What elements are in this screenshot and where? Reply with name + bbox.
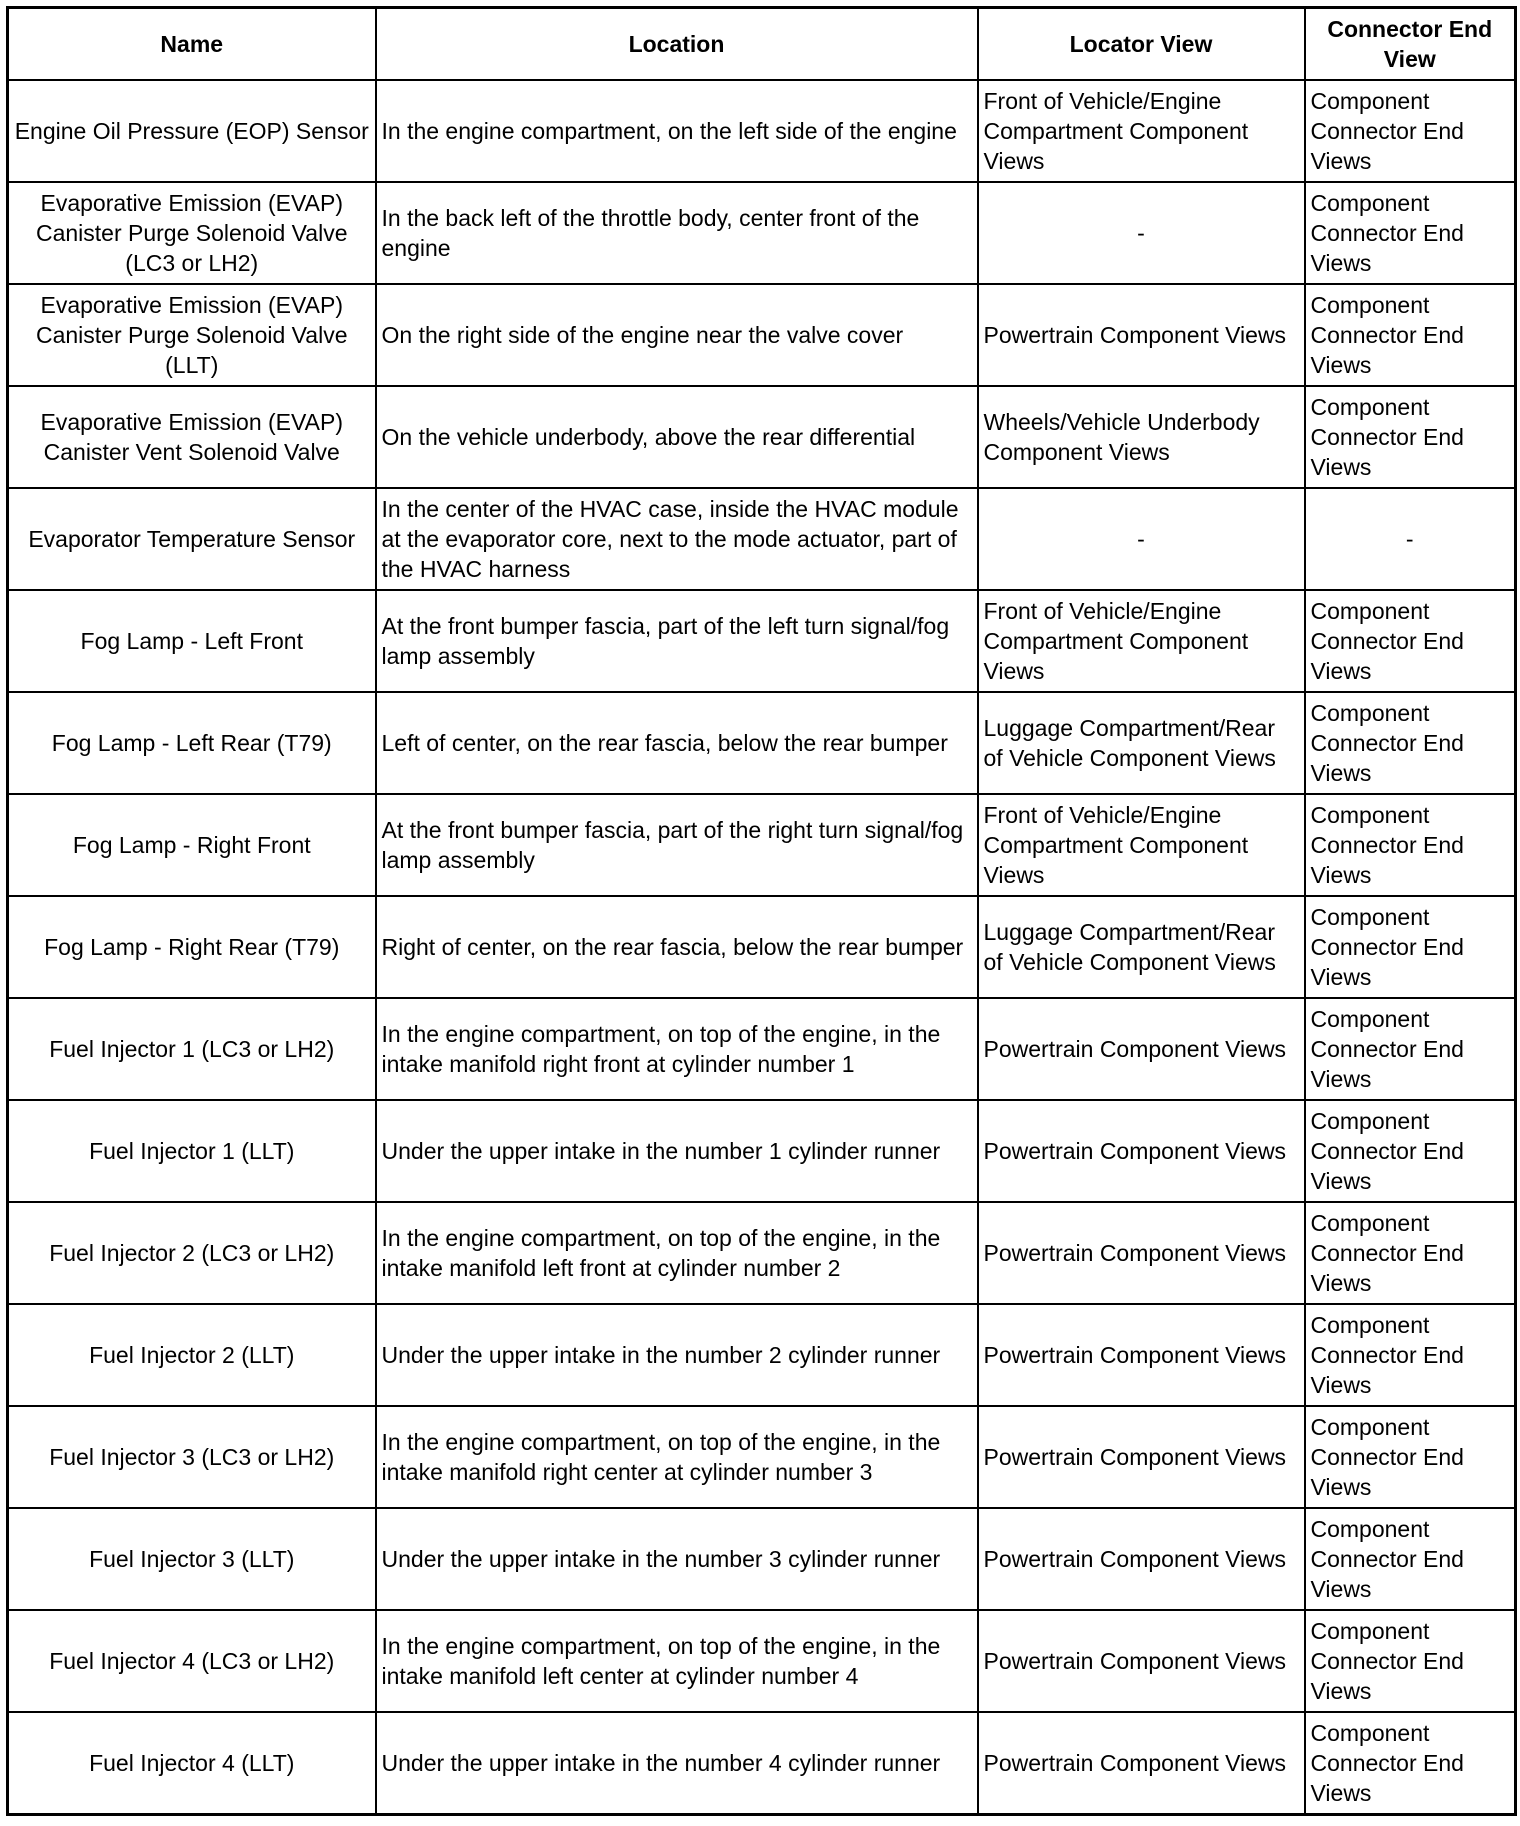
cell-locator-view: Powertrain Component Views xyxy=(978,1100,1305,1202)
table-row xyxy=(8,692,1516,794)
cell-connector-end-view: Component Connector End Views xyxy=(1305,1406,1516,1508)
cell-locator-view: Front of Vehicle/Engine Compartment Component Views xyxy=(978,80,1305,182)
cell-name: Fog Lamp - Right Rear (T79) xyxy=(8,896,376,998)
cell-location: On the vehicle underbody, above the rear differential xyxy=(376,386,978,488)
header-connector-end-view: Connector End View xyxy=(1305,8,1516,81)
cell-location: At the front bumper fascia, part of the right turn signal/fog lamp assembly xyxy=(376,794,978,896)
cell-connector-end-view: - xyxy=(1305,488,1516,590)
cell-locator-view: - xyxy=(978,182,1305,284)
cell-locator-view: Luggage Compartment/Rear of Vehicle Component Views xyxy=(978,692,1305,794)
header-locator-view: Locator View xyxy=(978,8,1305,81)
table-row xyxy=(8,1610,1516,1712)
cell-locator-view: Powertrain Component Views xyxy=(978,998,1305,1100)
cell-connector-end-view: Component Connector End Views xyxy=(1305,1712,1516,1815)
cell-name: Fog Lamp - Left Rear (T79) xyxy=(8,692,376,794)
cell-location: Right of center, on the rear fascia, below the rear bumper xyxy=(376,896,978,998)
cell-connector-end-view: Component Connector End Views xyxy=(1305,998,1516,1100)
cell-locator-view: Powertrain Component Views xyxy=(978,1202,1305,1304)
header-name: Name xyxy=(8,8,376,81)
cell-locator-view: Powertrain Component Views xyxy=(978,1508,1305,1610)
cell-connector-end-view: Component Connector End Views xyxy=(1305,692,1516,794)
cell-location: In the engine compartment, on top of the engine, in the intake manifold right front at cylinder number 1 xyxy=(376,998,978,1100)
table-body xyxy=(8,80,1516,1815)
cell-name: Evaporative Emission (EVAP) Canister Purge Solenoid Valve (LC3 or LH2) xyxy=(8,182,376,284)
cell-connector-end-view: Component Connector End Views xyxy=(1305,1202,1516,1304)
cell-connector-end-view: Component Connector End Views xyxy=(1305,590,1516,692)
cell-name: Fuel Injector 2 (LC3 or LH2) xyxy=(8,1202,376,1304)
cell-connector-end-view: Component Connector End Views xyxy=(1305,1508,1516,1610)
cell-location: Left of center, on the rear fascia, below the rear bumper xyxy=(376,692,978,794)
cell-connector-end-view: Component Connector End Views xyxy=(1305,1304,1516,1406)
header-location: Location xyxy=(376,8,978,81)
cell-location: Under the upper intake in the number 1 cylinder runner xyxy=(376,1100,978,1202)
table-header-row xyxy=(8,8,1516,81)
table-row xyxy=(8,896,1516,998)
cell-location: In the engine compartment, on top of the engine, in the intake manifold left front at cylinder number 2 xyxy=(376,1202,978,1304)
component-locator-table xyxy=(6,6,1517,1816)
cell-location: Under the upper intake in the number 2 cylinder runner xyxy=(376,1304,978,1406)
cell-location: In the center of the HVAC case, inside the HVAC module at the evaporator core, next to the mode actuator, part of the HVAC harness xyxy=(376,488,978,590)
cell-name: Evaporative Emission (EVAP) Canister Vent Solenoid Valve xyxy=(8,386,376,488)
cell-locator-view: Luggage Compartment/Rear of Vehicle Component Views xyxy=(978,896,1305,998)
cell-locator-view: Wheels/Vehicle Underbody Component Views xyxy=(978,386,1305,488)
cell-locator-view: Front of Vehicle/Engine Compartment Component Views xyxy=(978,590,1305,692)
cell-location: On the right side of the engine near the valve cover xyxy=(376,284,978,386)
table-row xyxy=(8,1712,1516,1815)
table-row xyxy=(8,80,1516,182)
cell-name: Fuel Injector 2 (LLT) xyxy=(8,1304,376,1406)
cell-connector-end-view: Component Connector End Views xyxy=(1305,896,1516,998)
table-row xyxy=(8,386,1516,488)
cell-location: In the engine compartment, on the left side of the engine xyxy=(376,80,978,182)
cell-name: Fuel Injector 1 (LC3 or LH2) xyxy=(8,998,376,1100)
cell-name: Fuel Injector 3 (LC3 or LH2) xyxy=(8,1406,376,1508)
table-row xyxy=(8,488,1516,590)
cell-name: Fuel Injector 4 (LC3 or LH2) xyxy=(8,1610,376,1712)
cell-locator-view: Powertrain Component Views xyxy=(978,284,1305,386)
cell-connector-end-view: Component Connector End Views xyxy=(1305,1610,1516,1712)
cell-location: At the front bumper fascia, part of the left turn signal/fog lamp assembly xyxy=(376,590,978,692)
cell-name: Fog Lamp - Right Front xyxy=(8,794,376,896)
table-row xyxy=(8,1202,1516,1304)
cell-location: Under the upper intake in the number 3 cylinder runner xyxy=(376,1508,978,1610)
cell-name: Fuel Injector 3 (LLT) xyxy=(8,1508,376,1610)
cell-connector-end-view: Component Connector End Views xyxy=(1305,386,1516,488)
cell-locator-view: Front of Vehicle/Engine Compartment Component Views xyxy=(978,794,1305,896)
cell-connector-end-view: Component Connector End Views xyxy=(1305,284,1516,386)
cell-location: In the engine compartment, on top of the engine, in the intake manifold right center at cylinder number 3 xyxy=(376,1406,978,1508)
cell-name: Engine Oil Pressure (EOP) Sensor xyxy=(8,80,376,182)
cell-locator-view: Powertrain Component Views xyxy=(978,1304,1305,1406)
table-row xyxy=(8,1304,1516,1406)
table-row xyxy=(8,284,1516,386)
cell-name: Evaporative Emission (EVAP) Canister Purge Solenoid Valve (LLT) xyxy=(8,284,376,386)
cell-connector-end-view: Component Connector End Views xyxy=(1305,80,1516,182)
cell-locator-view: Powertrain Component Views xyxy=(978,1610,1305,1712)
table-row xyxy=(8,590,1516,692)
cell-location: Under the upper intake in the number 4 cylinder runner xyxy=(376,1712,978,1815)
cell-location: In the back left of the throttle body, center front of the engine xyxy=(376,182,978,284)
table-row xyxy=(8,1100,1516,1202)
cell-connector-end-view: Component Connector End Views xyxy=(1305,182,1516,284)
table-row xyxy=(8,1508,1516,1610)
cell-location: In the engine compartment, on top of the engine, in the intake manifold left center at cylinder number 4 xyxy=(376,1610,978,1712)
cell-connector-end-view: Component Connector End Views xyxy=(1305,794,1516,896)
table-row xyxy=(8,998,1516,1100)
table-row xyxy=(8,1406,1516,1508)
cell-locator-view: - xyxy=(978,488,1305,590)
cell-name: Fog Lamp - Left Front xyxy=(8,590,376,692)
cell-name: Fuel Injector 1 (LLT) xyxy=(8,1100,376,1202)
cell-locator-view: Powertrain Component Views xyxy=(978,1712,1305,1815)
cell-name: Evaporator Temperature Sensor xyxy=(8,488,376,590)
cell-locator-view: Powertrain Component Views xyxy=(978,1406,1305,1508)
cell-connector-end-view: Component Connector End Views xyxy=(1305,1100,1516,1202)
cell-name: Fuel Injector 4 (LLT) xyxy=(8,1712,376,1815)
table-row xyxy=(8,794,1516,896)
table-row xyxy=(8,182,1516,284)
